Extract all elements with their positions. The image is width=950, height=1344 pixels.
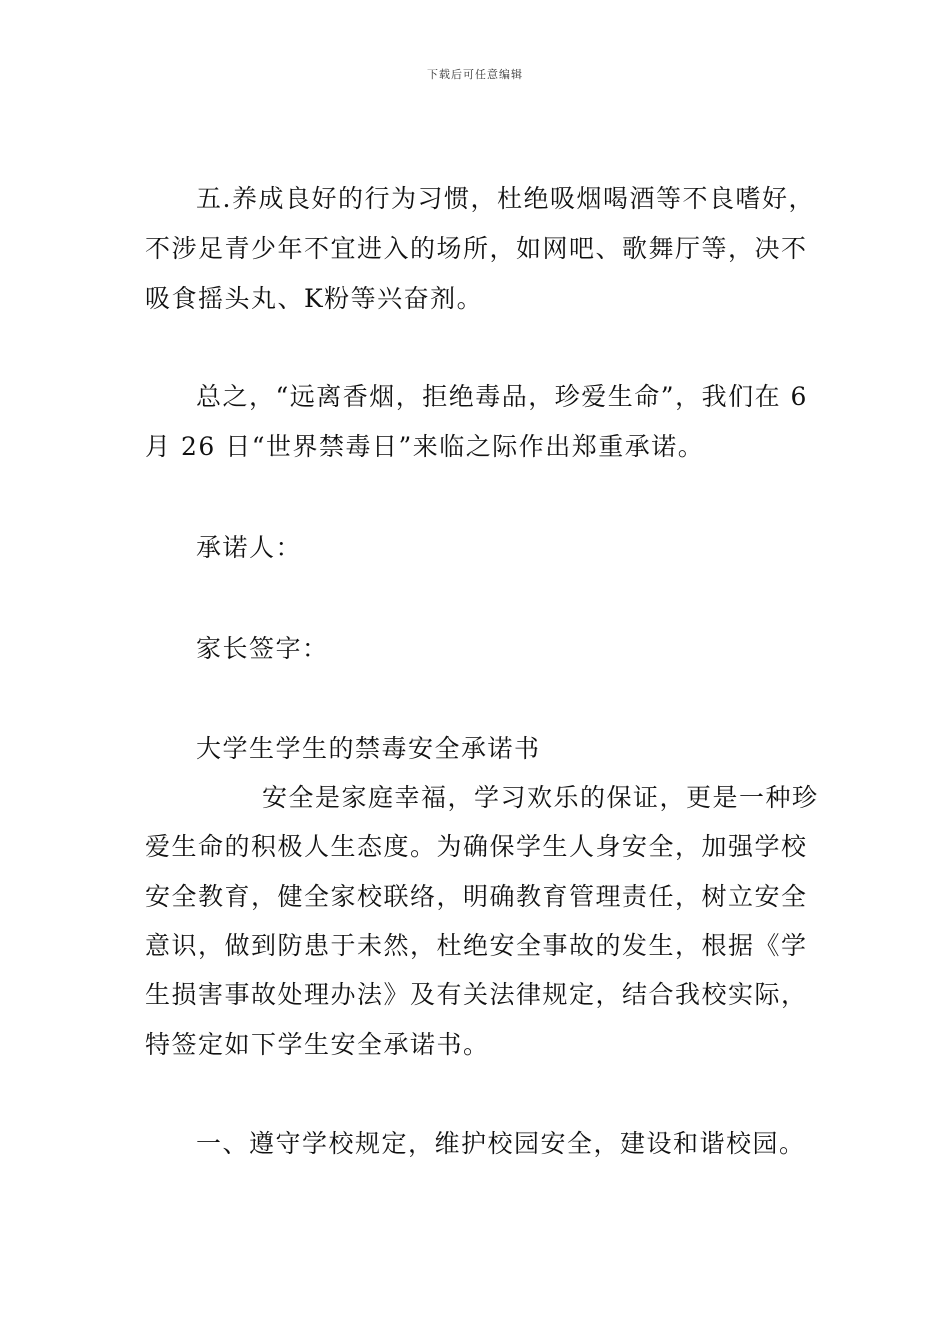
section-title: 大学生学生的禁毒安全承诺书 — [196, 734, 541, 763]
paragraph-line: 生损害事故处理办法》及有关法律规定，结合我校实际， — [145, 980, 808, 1009]
paragraph-line: 五.养成良好的行为习惯，杜绝吸烟喝酒等不良嗜好， — [196, 184, 815, 213]
paragraph-line: 安全是家庭幸福，学习欢乐的保证，更是一种珍 — [262, 783, 819, 812]
parent-signature-label: 家长签字： — [196, 634, 329, 663]
paragraph-line: 特签定如下学生安全承诺书。 — [145, 1030, 490, 1059]
paragraph-line: 吸食摇头丸、K粉等兴奋剂。 — [145, 284, 484, 313]
paragraph-line: 安全教育，健全家校联络，明确教育管理责任，树立安全 — [145, 882, 808, 911]
page-header: 下载后可任意编辑 — [427, 68, 523, 81]
paragraph-line: 不涉足青少年不宜进入的场所，如网吧、歌舞厅等，决不 — [145, 234, 808, 263]
paragraph-line: 爱生命的积极人生态度。为确保学生人身安全，加强学校 — [145, 832, 808, 861]
paragraph-line: 一、遵守学校规定，维护校园安全，建设和谐校园。 — [196, 1129, 806, 1158]
paragraph-line: 意识，做到防患于未然，杜绝安全事故的发生，根据《学 — [145, 931, 808, 960]
paragraph-line: 月 26 日“世界禁毒日”来临之际作出郑重承诺。 — [145, 432, 705, 461]
promisor-label: 承诺人： — [196, 533, 303, 562]
paragraph-line: 总之，“远离香烟，拒绝毒品，珍爱生命”，我们在 6 — [196, 382, 808, 411]
